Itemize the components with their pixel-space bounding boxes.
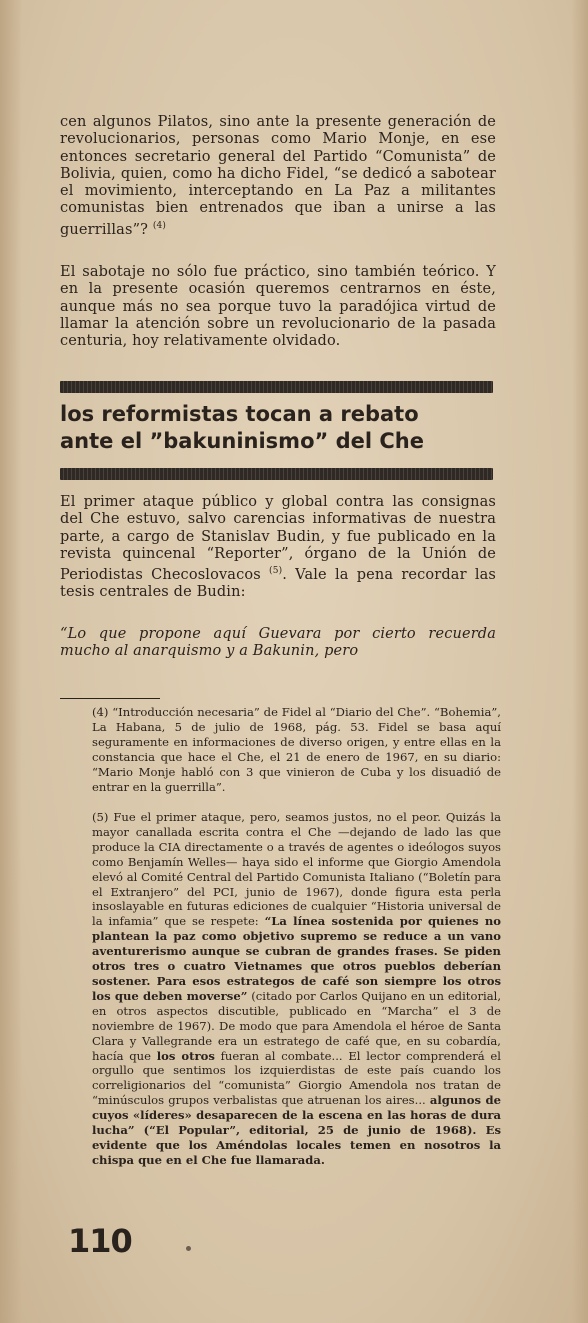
section-heading (60, 401, 500, 455)
footnote-ref-5: (5) (269, 566, 283, 577)
page-number: 110 (68, 1222, 132, 1260)
footnote-text-cont: (citado por Carlos Quijano en un editorial, en otros aspectos discutible, publicado en “Marcha” el 3 de noviembre de 1967). De modo que para Amendola el héroe de Santa Clara y Vallegrande era un estratego de café que, en su cobardía, hacía que (92, 988, 502, 1063)
footnote-text: (5) Fue el primer ataque, pero, seamos justos, no el peor. Quizás la mayor canallada escrita contra el Che —dejando de lado las que produce la CIA directamente o a través de agentes o ideólogos suyos como Benjamín Welles— haya sido el informe que Giorgio Amendola elevó al Comité Central del Partido Comunista Italiano (“Boletín para el Extranjero” del PCI, junio de 1967), donde figura esta perla insoslayable en futuras ediciones de cualquier “Historia universal de la infamia” que se respete: (92, 810, 501, 929)
paragraph-pilatos (60, 114, 496, 239)
footnote-bold-phrase: los otros (156, 1048, 215, 1063)
footnote-separator (60, 698, 160, 699)
heading-line-2: ante el ”bakuninismo” del Che (60, 429, 424, 453)
page-edge-shadow-right (572, 0, 588, 1323)
footnote-ref-4: (4) (152, 220, 167, 231)
paragraph-text-cont: . Vale la pena recordar las tesis centrales de Budin: (60, 567, 497, 601)
heading-rule-top (60, 381, 493, 393)
heading-rule-bottom (60, 468, 493, 480)
footnote-4: (4) “Introducción necesaria” de Fidel al “Diario del Che”. “Bohemia”, La Habana, 5 de julio de 1968, pág. 53. Fidel se basa aquí seguramente en informaciones de diverso origen, y entre ellas en la constancia que hace el Che, el 21 de enero de 1967, en su diario: “Mario Monje habló con 3 que vinieron de Cuba y los disuadió de entrar en la guerrilla”. (92, 705, 501, 794)
ink-speck (186, 1246, 191, 1251)
page-edge-shadow-left (0, 0, 22, 1323)
footnote-bold-ending: algunos de cuyos «líderes» desaparecen de la escena en las horas de dura lucha” (“El Popular”, editorial, 25 de junio de 1968). Es evidente que los Améndolas locales temen en nosotros la chispa que en el Che fue llamarada. (92, 1093, 501, 1167)
block-quote: “Lo que propone aquí Guevara por cierto recuerda mucho al anarquismo y a Bakunin, pero (60, 626, 496, 660)
heading-line-1: los reformistas tocan a rebato (60, 402, 419, 426)
footnote-text-cont-2: fueran al combate... El lector comprenderá el orgullo que sentimos los izquierdistas de este país cuando los correligionarios del “comunista” Giorgio Amendola nos tratan de “minúsculos grupos verbalistas que atruenan los aires... (92, 1048, 501, 1108)
paragraph-text: cen algunos Pilatos, sino ante la presente generación de revolucionarios, personas como Mario Monje, en ese entonces secretario general del Partido “Comunista” de Bolivia, quien, como ha dicho Fidel, “se dedicó a sabotear el movimiento, interceptando en La Paz a militantes comunistas bien entrenados que iban a unirse a las guerrillas”? (60, 114, 496, 238)
paragraph-text: El primer ataque público y global contra las consignas del Che estuvo, salvo carencias informativas de nuestra parte, a cargo de Stanislav Budin, y fue publicado en la revista quincenal “Reporter”, órgano de la Unión de Periodistas Checoslovacos (60, 494, 496, 584)
footnote-5 (92, 810, 501, 1168)
footnote-bold-quote: “La línea sostenida por quienes no plantean la paz como objetivo supremo se reduce a un vano aventurerismo aunque se cubran de grandes frases. Se piden otros tres o cuatro Vietnames que otros pueblos deberían sostener. Para esos estrategos de café son siempre los otros los que deben moverse” (92, 914, 501, 1003)
paragraph-sabotaje: El sabotaje no sólo fue práctico, sino también teórico. Y en la presente ocasión queremos centrarnos en éste, aunque más no sea porque tuvo la paradójica virtud de llamar la atención sobre un revolucionario de la pasada centuria, hoy relativamente olvidado. (60, 264, 496, 350)
paragraph-primer-ataque (60, 494, 496, 602)
